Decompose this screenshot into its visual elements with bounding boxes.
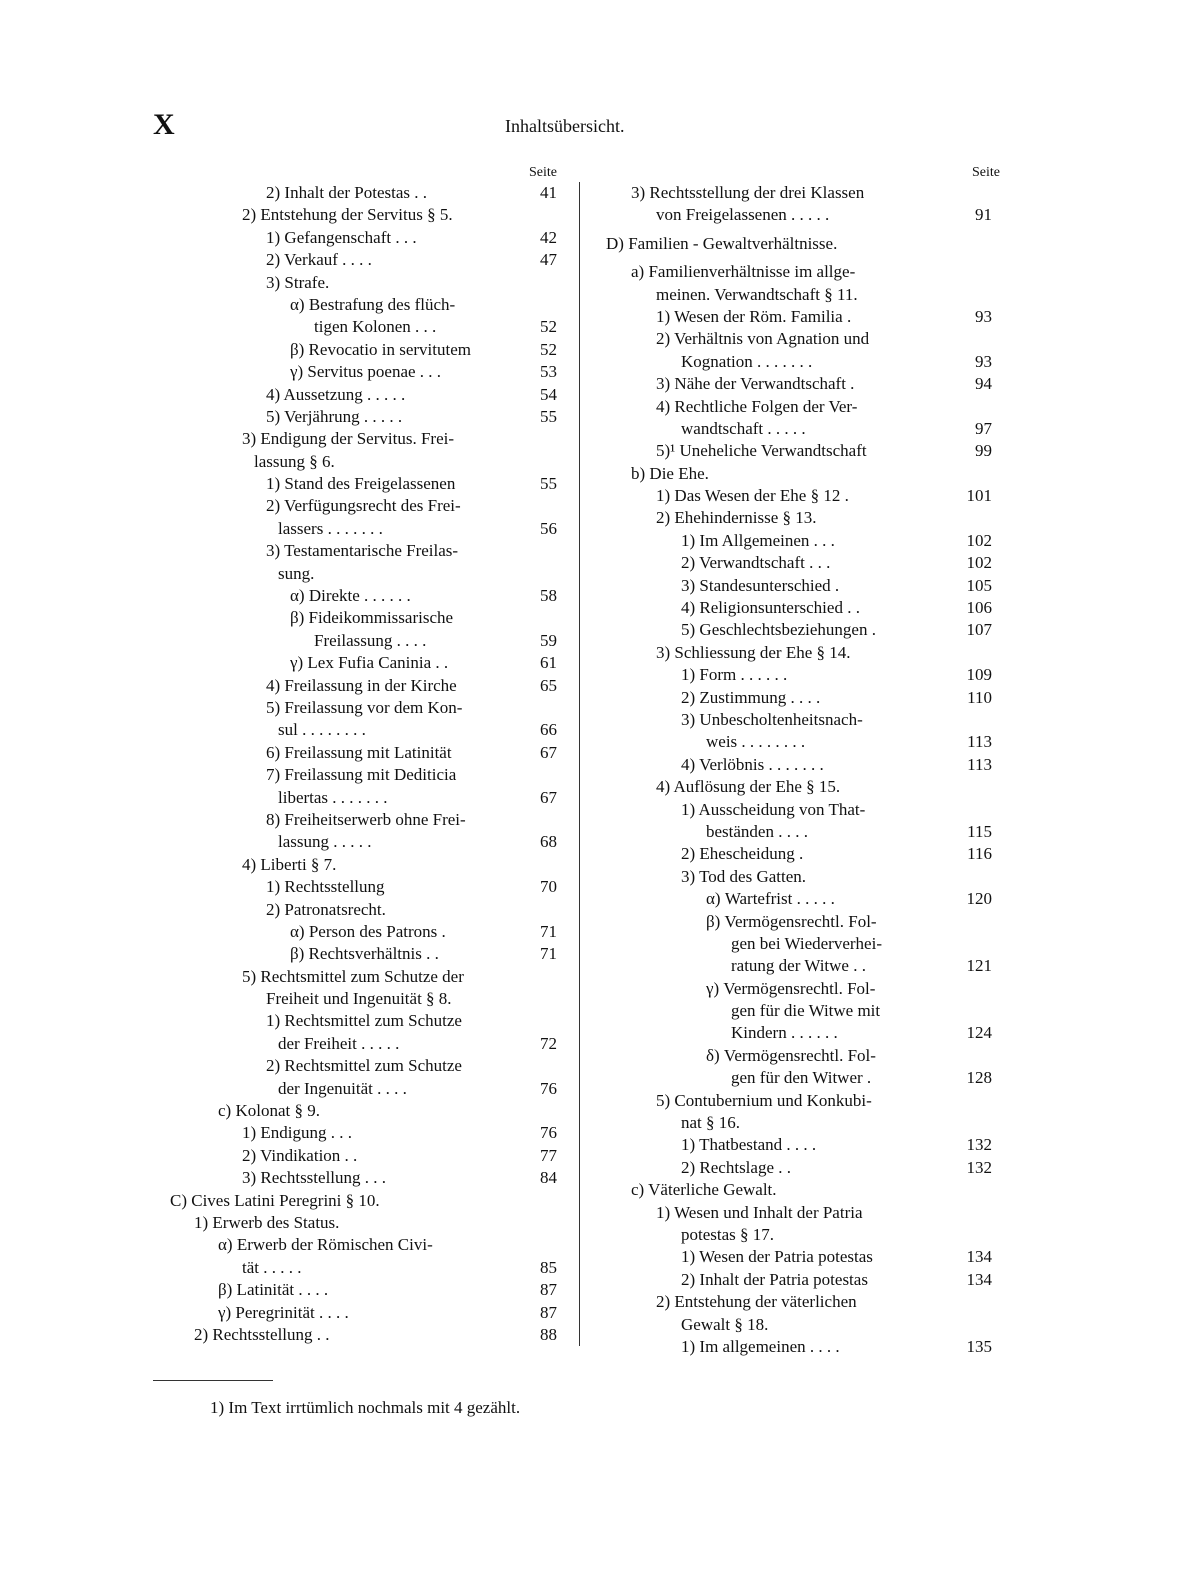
toc-entry-text: 5) Verjährung . . . . . (266, 406, 403, 426)
toc-entry (600, 754, 1000, 776)
toc-entry-page: 59 (540, 630, 557, 650)
toc-entry (600, 1157, 1000, 1179)
toc-entry-text: 2) Entstehung der väterlichen (656, 1292, 857, 1312)
toc-entry-text: C) Cives Latini Peregrini § 10. (170, 1190, 380, 1210)
toc-entry (600, 1134, 1000, 1156)
toc-entry-text: 1) Rechtsmittel zum Schutze (266, 1011, 462, 1031)
toc-entry-text: 2) Rechtsstellung . . (194, 1324, 330, 1344)
toc-entry-text: ratung der Witwe . . (731, 956, 866, 976)
toc-entry-text: 1) Wesen der Patria potestas (681, 1247, 873, 1267)
toc-entry (160, 787, 579, 809)
toc-entry (160, 451, 579, 473)
toc-entry-text: γ) Vermögensrechtl. Fol- (706, 978, 876, 998)
toc-entry-text: 2) Verhältnis von Agnation und (656, 329, 870, 349)
toc-entry-page: 132 (966, 1135, 992, 1155)
toc-right-column (600, 164, 1000, 1358)
toc-entry (600, 1269, 1000, 1291)
toc-entry (600, 463, 1000, 485)
toc-entry (600, 799, 1000, 821)
toc-entry-text: 5) Freilassung vor dem Kon- (266, 697, 463, 717)
page-number: X (153, 108, 176, 141)
toc-entry (160, 1279, 579, 1301)
toc-entry (160, 406, 579, 428)
toc-entry-page: 72 (540, 1033, 557, 1053)
toc-entry-page: 105 (966, 575, 992, 595)
toc-entry-text: 3) Schliessung der Ehe § 14. (656, 642, 851, 662)
toc-entry-text: c) Väterliche Gewalt. (631, 1180, 777, 1200)
toc-entry-page: 115 (967, 821, 992, 841)
toc-entry-text: b) Die Ehe. (631, 463, 709, 483)
toc-entry (600, 821, 1000, 843)
toc-entry (160, 518, 579, 540)
toc-entry (160, 1257, 579, 1279)
toc-entry-page: 113 (967, 732, 992, 752)
toc-entry (160, 1190, 579, 1212)
toc-entry (600, 507, 1000, 529)
toc-entry (160, 988, 579, 1010)
seite-label-left: Seite (529, 165, 557, 180)
toc-entry (600, 1246, 1000, 1268)
toc-entry-text: 1) Erwerb des Status. (194, 1212, 340, 1232)
toc-entry (600, 418, 1000, 440)
toc-entry-page: 55 (540, 406, 557, 426)
toc-entry-page: 120 (966, 889, 992, 909)
toc-entry-text: 3) Rechtsstellung . . . (242, 1168, 387, 1188)
toc-entry-text: β) Revocatio in servitutem (290, 339, 471, 359)
toc-entry-page: 71 (540, 944, 557, 964)
toc-entry-text: lassers . . . . . . . (278, 518, 383, 538)
running-title: Inhaltsübersicht. (505, 116, 625, 136)
toc-entry-page: 94 (975, 374, 992, 394)
toc-entry (600, 1202, 1000, 1224)
toc-entry (160, 630, 579, 652)
toc-entry (160, 652, 579, 674)
toc-entry-text: 1) Wesen der Röm. Familia . (656, 306, 852, 326)
toc-entry (600, 204, 1000, 226)
toc-entry (600, 1022, 1000, 1044)
toc-entry-page: 67 (540, 787, 557, 807)
toc-entry-text: 3) Unbescholtenheitsnach- (681, 709, 863, 729)
toc-entry-page: 134 (966, 1247, 992, 1267)
toc-entry-text: 2) Rechtslage . . (681, 1157, 791, 1177)
toc-right-entries (600, 182, 1000, 1358)
toc-entry-text: 2) Verwandtschaft . . . (681, 553, 831, 573)
toc-entry-text: 2) Verfügungsrecht des Frei- (266, 496, 461, 516)
toc-entry (600, 1291, 1000, 1313)
toc-entry (600, 888, 1000, 910)
toc-entry-text: gen bei Wiederverhei- (731, 933, 882, 953)
toc-entry-page: 101 (966, 486, 992, 506)
toc-entry-text: tät . . . . . (242, 1257, 302, 1277)
toc-entry-page: 134 (966, 1269, 992, 1289)
toc-entry (600, 642, 1000, 664)
toc-entry-text: α) Erwerb der Römischen Civi- (218, 1235, 433, 1255)
toc-entry (160, 1122, 579, 1144)
toc-entry-text: nat § 16. (681, 1113, 741, 1133)
toc-entry-text: gen für die Witwe mit (731, 1001, 881, 1021)
toc-entry-page: 71 (540, 921, 557, 941)
toc-entry-text: 1) Rechtsstellung (266, 877, 385, 897)
toc-entry-text: α) Wartefrist . . . . . (706, 889, 835, 909)
toc-entry-text: 2) Zustimmung . . . . (681, 687, 821, 707)
toc-entry-page: 56 (540, 518, 557, 538)
toc-entry-text: Gewalt § 18. (681, 1314, 769, 1334)
toc-entry-text: β) Vermögensrechtl. Fol- (706, 911, 877, 931)
toc-entry-page: 70 (540, 877, 557, 897)
toc-entry-text: Freiheit und Ingenuität § 8. (266, 989, 452, 1009)
toc-entry-text: der Ingenuität . . . . (278, 1078, 407, 1098)
toc-entry-text: 2) Ehehindernisse § 13. (656, 508, 817, 528)
toc-entry-text: 4) Verlöbnis . . . . . . . (681, 754, 824, 774)
toc-entry-text: 4) Aussetzung . . . . . (266, 384, 406, 404)
toc-entry-page: 93 (975, 351, 992, 371)
toc-entry-text: 4) Auflösung der Ehe § 15. (656, 777, 841, 797)
toc-entry-page: 58 (540, 586, 557, 606)
toc-entry (160, 316, 579, 338)
toc-entry (600, 351, 1000, 373)
toc-entry (600, 664, 1000, 686)
toc-entry-page: 124 (966, 1023, 992, 1043)
toc-entry (600, 866, 1000, 888)
toc-entry-page: 84 (540, 1168, 557, 1188)
toc-entry-text: 4) Rechtliche Folgen der Ver- (656, 396, 858, 416)
toc-entry (160, 384, 579, 406)
toc-entry (600, 1090, 1000, 1112)
toc-entry (160, 272, 579, 294)
toc-entry (600, 911, 1000, 933)
toc-entry (160, 1145, 579, 1167)
toc-entry-page: 132 (966, 1157, 992, 1177)
toc-entry-page: 41 (540, 183, 557, 202)
toc-entry-text: 1) Stand des Freigelassenen (266, 474, 456, 494)
toc-entry (600, 284, 1000, 306)
toc-entry-page: 99 (975, 441, 992, 461)
toc-entry-text: 3) Nähe der Verwandtschaft . (656, 374, 855, 394)
toc-entry-page: 47 (540, 250, 557, 270)
toc-entry-page: 55 (540, 474, 557, 494)
toc-entry (600, 1336, 1000, 1358)
toc-entry-text: 1) Im allgemeinen . . . . (681, 1336, 840, 1356)
toc-entry-text: 3) Endigung der Servitus. Frei- (242, 429, 454, 449)
toc-entry-text: D) Familien - Gewaltverhältnisse. (606, 233, 838, 253)
toc-entry-page: 93 (975, 306, 992, 326)
toc-entry (600, 933, 1000, 955)
toc-entry-text: 8) Freiheitserwerb ohne Frei- (266, 809, 466, 829)
toc-entry-text: 3) Strafe. (266, 272, 330, 292)
toc-entry (160, 675, 579, 697)
toc-entry (160, 764, 579, 786)
toc-entry (600, 1112, 1000, 1134)
toc-entry (160, 1033, 579, 1055)
toc-entry (600, 1224, 1000, 1246)
toc-entry-text: gen für den Witwer . (731, 1068, 872, 1088)
toc-entry-text: 4) Liberti § 7. (242, 854, 337, 874)
toc-entry (600, 619, 1000, 641)
toc-entry-text: 6) Freilassung mit Latinität (266, 742, 452, 762)
toc-entry (160, 1100, 579, 1122)
toc-entry-text: tigen Kolonen . . . (314, 317, 437, 337)
toc-entry-page: 121 (966, 956, 992, 976)
toc-entry-text: Kindern . . . . . . (731, 1023, 838, 1043)
toc-entry-text: 7) Freilassung mit Dediticia (266, 765, 457, 785)
toc-entry-page: 42 (540, 227, 557, 247)
toc-entry (160, 227, 579, 249)
toc-left-entries (160, 182, 580, 1346)
toc-entry-page: 76 (540, 1078, 557, 1098)
toc-entry-text: sung. (278, 563, 315, 583)
toc-entry (600, 440, 1000, 462)
toc-entry (160, 339, 579, 361)
toc-entry-page: 77 (540, 1145, 557, 1165)
toc-entry-text: von Freigelassenen . . . . . (656, 205, 830, 225)
toc-entry-text: lassung § 6. (254, 451, 335, 471)
seite-label-right: Seite (972, 165, 1000, 180)
toc-entry (160, 697, 579, 719)
toc-entry (160, 428, 579, 450)
toc-entry (160, 1234, 579, 1256)
toc-entry-text: 1) Wesen und Inhalt der Patria (656, 1202, 863, 1222)
toc-entry (600, 530, 1000, 552)
toc-entry-text: 5) Contubernium und Konkubi- (656, 1090, 872, 1110)
toc-entry-text: γ) Lex Fufia Caninia . . (290, 653, 449, 673)
toc-entry-page: 97 (975, 418, 992, 438)
toc-entry-text: α) Direkte . . . . . . (290, 586, 411, 606)
toc-entry (600, 1045, 1000, 1067)
toc-entry-text: Freilassung . . . . (314, 630, 427, 650)
toc-entry-text: 1) Form . . . . . . (681, 665, 788, 685)
toc-entry-text: meinen. Verwandtschaft § 11. (656, 284, 858, 304)
toc-entry-page: 88 (540, 1324, 557, 1344)
toc-entry (600, 373, 1000, 395)
toc-left-column (160, 164, 580, 1346)
toc-entry (600, 396, 1000, 418)
footnote-rule (153, 1380, 273, 1381)
toc-entry-text: 1) Im Allgemeinen . . . (681, 530, 835, 550)
toc-entry-text: wandtschaft . . . . . (681, 418, 806, 438)
footnote: 1) Im Text irrtümlich nochmals mit 4 gezählt. (210, 1398, 521, 1417)
toc-entry-text: 1) Ausscheidung von That- (681, 799, 866, 819)
toc-entry-text: 2) Ehescheidung . (681, 844, 804, 864)
toc-entry (160, 742, 579, 764)
toc-entry-text: γ) Peregrinität . . . . (218, 1302, 349, 1322)
toc-entry (600, 776, 1000, 798)
toc-entry-page: 102 (966, 553, 992, 573)
toc-entry (160, 854, 579, 876)
toc-entry-page: 65 (540, 675, 557, 695)
toc-entry-page: 128 (966, 1068, 992, 1088)
toc-entry (600, 978, 1000, 1000)
toc-entry (600, 552, 1000, 574)
toc-entry-text: 2) Inhalt der Patria potestas (681, 1269, 868, 1289)
toc-entry (600, 709, 1000, 731)
toc-entry-text: α) Bestrafung des flüch- (290, 294, 456, 314)
toc-entry-text: potestas § 17. (681, 1224, 775, 1244)
toc-entry (160, 1167, 579, 1189)
toc-entry-text: c) Kolonat § 9. (218, 1101, 320, 1121)
toc-entry (600, 575, 1000, 597)
toc-entry-page: 67 (540, 742, 557, 762)
toc-entry (160, 921, 579, 943)
toc-entry (160, 204, 579, 226)
toc-entry-page: 76 (540, 1123, 557, 1143)
toc-entry (160, 607, 579, 629)
toc-entry (160, 249, 579, 271)
toc-entry (160, 1302, 579, 1324)
toc-entry-page: 91 (975, 205, 992, 225)
toc-entry-text: 2) Rechtsmittel zum Schutze (266, 1056, 462, 1076)
toc-entry (160, 473, 579, 495)
toc-entry (160, 361, 579, 383)
toc-entry-text: α) Person des Patrons . (290, 921, 446, 941)
toc-entry-text: 5) Rechtsmittel zum Schutze der (242, 966, 464, 986)
toc-entry-page: 52 (540, 339, 557, 359)
toc-entry-text: 3) Rechtsstellung der drei Klassen (631, 183, 865, 202)
toc-entry (600, 182, 1000, 204)
toc-entry-text: 2) Entstehung der Servitus § 5. (242, 205, 453, 225)
toc-entry-text: 3) Tod des Gatten. (681, 866, 807, 886)
toc-entry (600, 687, 1000, 709)
toc-entry-page: 106 (966, 598, 992, 618)
toc-entry-text: 2) Patronatsrecht. (266, 899, 386, 919)
toc-entry-text: 1) Endigung . . . (242, 1123, 353, 1143)
toc-entry-text: 2) Inhalt der Potestas . . (266, 183, 427, 202)
toc-entry-text: β) Latinität . . . . (218, 1280, 329, 1300)
toc-entry (160, 540, 579, 562)
toc-entry-text: 1) Thatbestand . . . . (681, 1135, 817, 1155)
toc-entry (160, 831, 579, 853)
toc-entry-text: 1) Gefangenschaft . . . (266, 227, 417, 247)
toc-entry-text: β) Fideikommissarische (290, 608, 454, 628)
toc-entry-text: lassung . . . . . (278, 832, 372, 852)
toc-entry (600, 597, 1000, 619)
toc-entry (600, 1179, 1000, 1201)
toc-entry-page: 113 (967, 754, 992, 774)
toc-entry (160, 899, 579, 921)
toc-entry-page: 109 (966, 665, 992, 685)
toc-entry-page: 102 (966, 530, 992, 550)
toc-entry (600, 955, 1000, 977)
toc-entry (600, 1067, 1000, 1089)
toc-entry (160, 1010, 579, 1032)
toc-entry (160, 1078, 579, 1100)
toc-entry-text: der Freiheit . . . . . (278, 1033, 400, 1053)
toc-entry (600, 233, 1000, 255)
toc-entry-page: 85 (540, 1257, 557, 1277)
toc-entry (160, 294, 579, 316)
toc-entry (160, 1055, 579, 1077)
toc-entry-text: γ) Servitus poenae . . . (290, 362, 442, 382)
toc-entry (600, 261, 1000, 283)
toc-entry (160, 966, 579, 988)
toc-entry-page: 54 (540, 384, 557, 404)
toc-entry-text: 5) Geschlechtsbeziehungen . (681, 620, 876, 640)
toc-entry-text: β) Rechtsverhältnis . . (290, 944, 439, 964)
toc-entry-page: 68 (540, 832, 557, 852)
toc-entry-text: 2) Verkauf . . . . (266, 250, 372, 270)
toc-entry-text: 1) Das Wesen der Ehe § 12 . (656, 486, 849, 506)
toc-entry-text: 2) Vindikation . . (242, 1145, 358, 1165)
toc-entry (160, 182, 579, 204)
toc-entry-text: 5)¹ Uneheliche Verwandtschaft (656, 441, 867, 461)
toc-entry-text: libertas . . . . . . . (278, 787, 388, 807)
toc-entry-page: 87 (540, 1302, 557, 1322)
toc-entry-page: 53 (540, 362, 557, 382)
toc-entry (600, 843, 1000, 865)
toc-entry (160, 1324, 579, 1346)
toc-entry-text: sul . . . . . . . . (278, 720, 366, 740)
toc-entry (160, 809, 579, 831)
toc-entry (160, 563, 579, 585)
toc-entry-text: Kognation . . . . . . . (681, 351, 813, 371)
toc-entry (600, 306, 1000, 328)
toc-entry-text: 3) Standesunterschied . (681, 575, 840, 595)
toc-entry-text: δ) Vermögensrechtl. Fol- (706, 1045, 876, 1065)
toc-entry-text: weis . . . . . . . . (706, 732, 806, 752)
toc-entry-text: beständen . . . . (706, 821, 808, 841)
toc-entry (160, 585, 579, 607)
toc-entry-text: 4) Freilassung in der Kirche (266, 675, 457, 695)
toc-entry (600, 485, 1000, 507)
toc-entry-page: 87 (540, 1280, 557, 1300)
toc-entry (600, 1314, 1000, 1336)
toc-entry-page: 116 (967, 844, 992, 864)
toc-entry (160, 719, 579, 741)
toc-entry (600, 731, 1000, 753)
toc-entry (160, 1212, 579, 1234)
toc-entry-page: 135 (966, 1336, 992, 1356)
toc-entry (160, 943, 579, 965)
toc-entry (160, 876, 579, 898)
toc-entry-page: 52 (540, 317, 557, 337)
toc-entry-page: 107 (966, 620, 992, 640)
toc-entry-text: 3) Testamentarische Freilas- (266, 541, 459, 561)
toc-entry (600, 328, 1000, 350)
toc-entry-page: 66 (540, 720, 557, 740)
toc-entry-text: a) Familienverhältnisse im allge- (631, 262, 856, 282)
toc-entry-text: 4) Religionsunterschied . . (681, 598, 860, 618)
toc-entry (160, 495, 579, 517)
toc-entry-page: 61 (540, 653, 557, 673)
toc-entry-page: 110 (967, 687, 992, 707)
toc-entry (600, 1000, 1000, 1022)
